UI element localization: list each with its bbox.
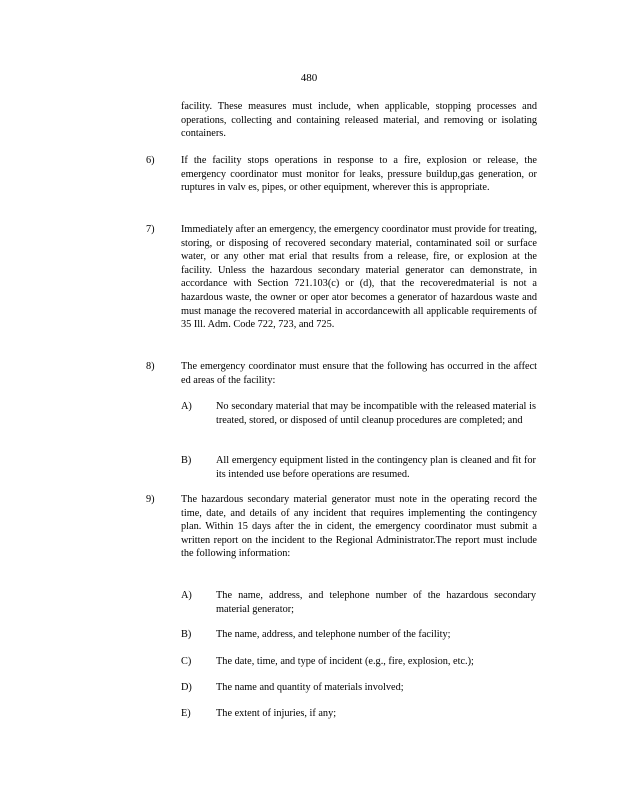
item-9-sub-letter-a: A) xyxy=(181,590,192,601)
item-9-sub-text-b: The name, address, and telephone number of the facility; xyxy=(216,629,451,640)
page-number: 480 xyxy=(300,72,318,84)
item-number-8: 8) xyxy=(146,361,155,372)
item-9-sub-text-d: The name and quantity of materials involved; xyxy=(216,682,404,693)
item-text-8: The emergency coordinator must ensure that the following has occurred in the affect ed areas of the facility: xyxy=(181,361,537,386)
item-9-sub-letter-e: E) xyxy=(181,708,191,719)
continuation-paragraph: facility. These measures must include, when applicable, stopping processes and operations, collecting and containing released material, and removing or isolating containers. xyxy=(181,101,537,140)
item-9-sub-letter-d: D) xyxy=(181,682,192,693)
item-text-6: If the facility stops operations in response to a fire, explosion or release, the emergency coordinator must monitor for leaks, pressure buildup,gas generation, or ruptures in valv es, pipes, or other equipment, wherever this is appropriate. xyxy=(181,155,537,194)
item-number-9: 9) xyxy=(146,494,155,505)
item-8-sub-letter-a: A) xyxy=(181,401,192,412)
item-8-sub-letter-b: B) xyxy=(181,455,192,466)
item-number-7: 7) xyxy=(146,224,155,235)
item-9-sub-letter-b: B) xyxy=(181,629,192,640)
item-9-sub-letter-c: C) xyxy=(181,656,192,667)
item-8-sub-text-b: All emergency equipment listed in the contingency plan is cleaned and fit for its intended use before operations are resumed. xyxy=(216,455,536,480)
item-9-sub-text-e: The extent of injuries, if any; xyxy=(216,708,337,719)
item-text-7: Immediately after an emergency, the emergency coordinator must provide for treating, storing, or disposing of recovered secondary material, contaminated soil or surface water, or any other mat erial that results from a release, fire, or explosion at the facility. Unless the hazardous secondary material generator can demonstrate, in accordance with Section 721.103(c) or (d), that the recoveredmaterial is not a hazardous waste, the owner or oper ator becomes a generator of hazardous waste and must manage the recovered material in accordancewith all applicable requirements of 35 Ill. Adm. Code 722, 723, and 725. xyxy=(181,224,537,331)
item-8-sub-text-a: No secondary material that may be incompatible with the released material is treated, stored, or disposed of until cleanup procedures are completed; and xyxy=(216,401,536,426)
item-text-9: The hazardous secondary material generator must note in the operating record the time, date, and details of any incident that requires implementing the contingency plan. Within 15 days after the in cident, the emergency coordinator must submit a written report on the incident to the Regional Administrator.The report must include the following information: xyxy=(181,494,537,560)
item-number-6: 6) xyxy=(146,155,155,166)
item-9-sub-text-a: The name, address, and telephone number of the hazardous secondary material generator; xyxy=(216,590,536,615)
item-9-sub-text-c: The date, time, and type of incident (e.g., fire, explosion, etc.); xyxy=(216,656,474,667)
